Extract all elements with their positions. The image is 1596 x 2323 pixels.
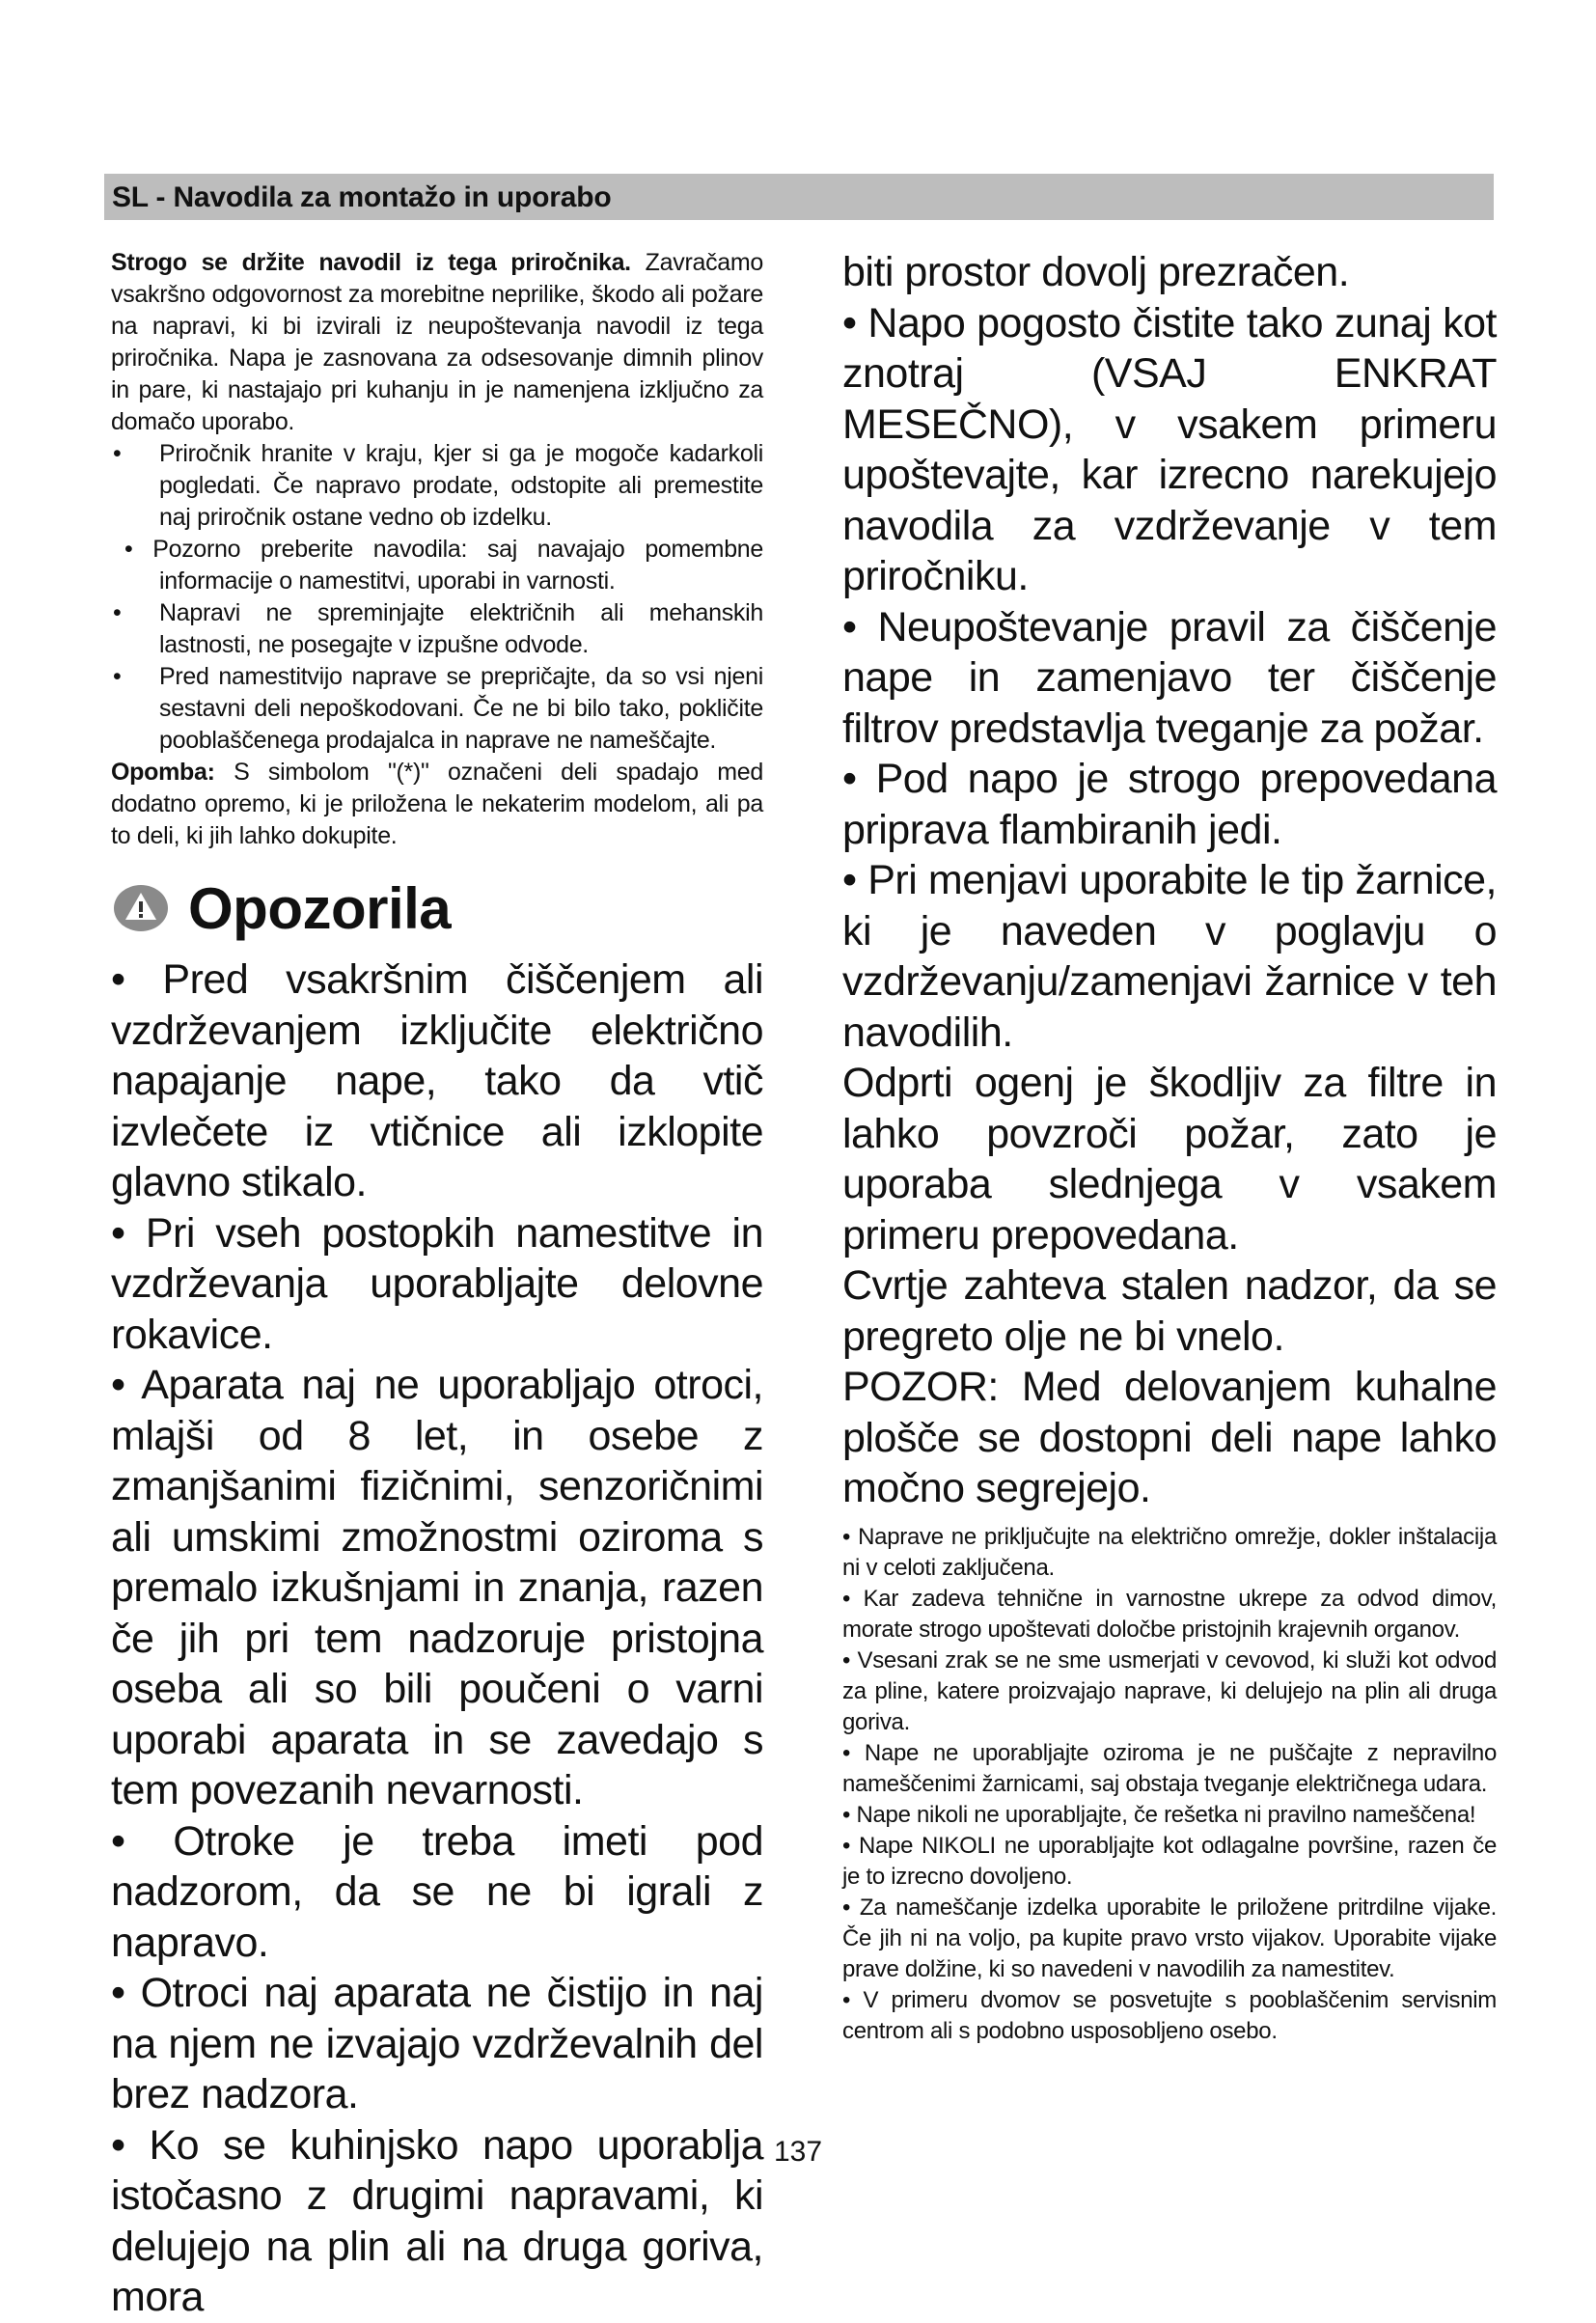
warning-paragraph: • Aparata naj ne uporabljajo otroci, mlajši od 8 let, in osebe z zmanjšanimi fizičnimi, senzoričnimi ali umskimi zmožnostmi oziroma s premalo izkušnjami in znanja, razen če jih pri tem nadzoruje pristojna oseba ali so bili poučeni o varni uporabi aparata in se zavedajo s tem povezanih nevarnosti. <box>111 1362 763 1813</box>
bullet-dot: • <box>124 536 133 563</box>
note-text: S simbolom "(*)" označeni deli spadajo med dodatno opremo, ki je priložena le nekaterim modelom, ali pa to deli, ki jih lahko dokupite. <box>111 759 763 849</box>
warning-paragraph: • Pri menjavi uporabite le tip žarnice, ki je naveden v poglavju o vzdrževanju/zamenjavi žarnice v teh navodilih. <box>842 857 1497 1056</box>
bullet-dot: • <box>113 440 122 467</box>
warning-small-paragraph: • Nape NIKOLI ne uporabljajte kot odlagalne površine, razen če je to izrecno dovoljeno. <box>842 1832 1497 1890</box>
intro-bullet <box>111 661 763 757</box>
warning-paragraph: Cvrtje zahteva stalen nadzor, da se pregreto olje ne bi vnelo. <box>842 1262 1497 1360</box>
intro-bullet-text: Napravi ne spreminjajte električnih ali mehanskih lastnosti, ne posegajte v izpušne odvode. <box>159 599 763 658</box>
warning-paragraph: POZOR: Med delovanjem kuhalne plošče se dostopni deli nape lahko močno segrejejo. <box>842 1364 1497 1511</box>
bullet-dot: • <box>113 599 122 626</box>
warning-triangle-icon <box>113 884 169 932</box>
intro-bullet <box>111 438 763 534</box>
warning-small-paragraph: • Naprave ne priključujte na električno omrežje, dokler inštalacija ni v celoti zaključena. <box>842 1523 1497 1581</box>
warning-paragraph: • Neupoštevanje pravil za čiščenje nape in zamenjavo ter čiščenje filtrov predstavlja tveganje za požar. <box>842 603 1497 752</box>
warning-small-paragraph: • Za nameščanje izdelka uporabite le priložene pritrdilne vijake. Če jih ni na voljo, pa kupite pravo vrsto vijakov. Uporabite vijake prave dolžine, ki so navedeni v navodilih za namestitev. <box>842 1894 1497 1982</box>
warning-paragraph: biti prostor dovolj prezračen. <box>842 249 1350 295</box>
bullet-dot: • <box>113 663 122 690</box>
warning-paragraph: Odprti ogenj je škodljiv za filtre in lahko povzroči požar, zato je uporaba slednjega v vsakem primeru prepovedana. <box>842 1060 1497 1258</box>
note-label: Opomba: <box>111 759 215 786</box>
intro-bullet-text: Pozorno preberite navodila: saj navajajo pomembne informacije o namestitvi, uporabi in varnosti. <box>152 536 763 595</box>
warning-small-paragraph: • Vsesani zrak se ne sme usmerjati v cevovod, ki služi kot odvod za pline, katere proizvajajo naprave, ki delujejo na plin ali druga goriva. <box>842 1646 1497 1735</box>
intro-bullet-text: Pred namestitvijo naprave se prepričajte, da so vsi njeni sestavni deli nepoškodovani. Če ne bi bilo tako, pokličite pooblaščenega prodajalca in naprave ne nameščajte. <box>159 663 763 754</box>
warning-paragraph: • Otroci naj aparata ne čistijo in naj na njem ne izvajajo vzdrževalnih del brez nadzora. <box>111 1970 763 2117</box>
left-column <box>111 247 763 2323</box>
intro-paragraph <box>111 247 763 438</box>
warning-paragraph: • Ko se kuhinjsko napo uporablja istočasno z drugimi napravami, ki delujejo na plin ali na druga goriva, mora <box>111 2121 763 2320</box>
intro-bullet <box>111 534 763 597</box>
intro-bullet-text: Priročnik hranite v kraju, kjer si ga je mogoče kadarkoli pogledati. Če napravo prodate, odstopite ali premestite naj priročnik ostane vedno ob izdelku. <box>159 440 763 531</box>
warning-small-paragraph: • Nape nikoli ne uporabljajte, če rešetka ni pravilno nameščena! <box>842 1801 1476 1828</box>
warning-paragraph: • Pri vseh postopkih namestitve in vzdrževanja uporabljajte delovne rokavice. <box>111 1209 763 1358</box>
warning-paragraph: • Otroke je treba imeti pod nadzorom, da se ne bi igrali z napravo. <box>111 1817 763 1966</box>
warnings-heading <box>111 862 763 954</box>
page-number: 137 <box>773 2136 823 2168</box>
warning-paragraph: • Pod napo je strogo prepovedana priprava flambiranih jedi. <box>842 756 1497 853</box>
section-header-bar <box>104 174 1494 220</box>
intro-lead-text: Zavračamo vsakršno odgovornost za morebitne neprilike, škodo ali požare na napravi, ki bi izvirali iz neupoštevanja navodil iz tega priročnika. Napa je zasnovana za odsesovanje dimnih plinov in pare, ki nastajajo pri kuhanju in je namenjena izključno za domačo uporabo. <box>111 249 764 435</box>
warning-paragraph: • Pred vsakršnim čiščenjem ali vzdrževanjem izključite električno napajanje nape, tako da vtič izvlečete iz vtičnice ali izklopite glavno stikalo. <box>111 956 763 1205</box>
warning-small-paragraph: • Kar zadeva tehnične in varnostne ukrepe za odvod dimov, morate strogo upoštevati določbe pristojnih krajevnih organov. <box>842 1585 1497 1643</box>
warnings-heading-text: Opozorila <box>188 875 452 941</box>
right-column <box>842 247 1497 2047</box>
section-header-title: SL - Navodila za montažo in uporabo <box>112 181 612 213</box>
intro-bullet <box>111 597 763 661</box>
warning-small-paragraph: • Nape ne uporabljajte oziroma je ne puščajte z nepravilno nameščenimi žarnicami, saj obstaja tveganje električnega udara. <box>842 1739 1497 1797</box>
note-paragraph <box>111 757 763 852</box>
warning-paragraph: • Napo pogosto čistite tako zunaj kot znotraj (VSAJ ENKRAT MESEČNO), v vsakem primeru upoštevajte, kar izrecno narekujejo navodila za vzdrževanje v tem priročniku. <box>842 299 1497 599</box>
warning-small-paragraph: • V primeru dvomov se posvetujte s pooblaščenim servisnim centrom ali s podobno usposobljeno osebo. <box>842 1986 1497 2044</box>
intro-lead-bold: Strogo se držite navodil iz tega priročnika. <box>111 249 631 276</box>
